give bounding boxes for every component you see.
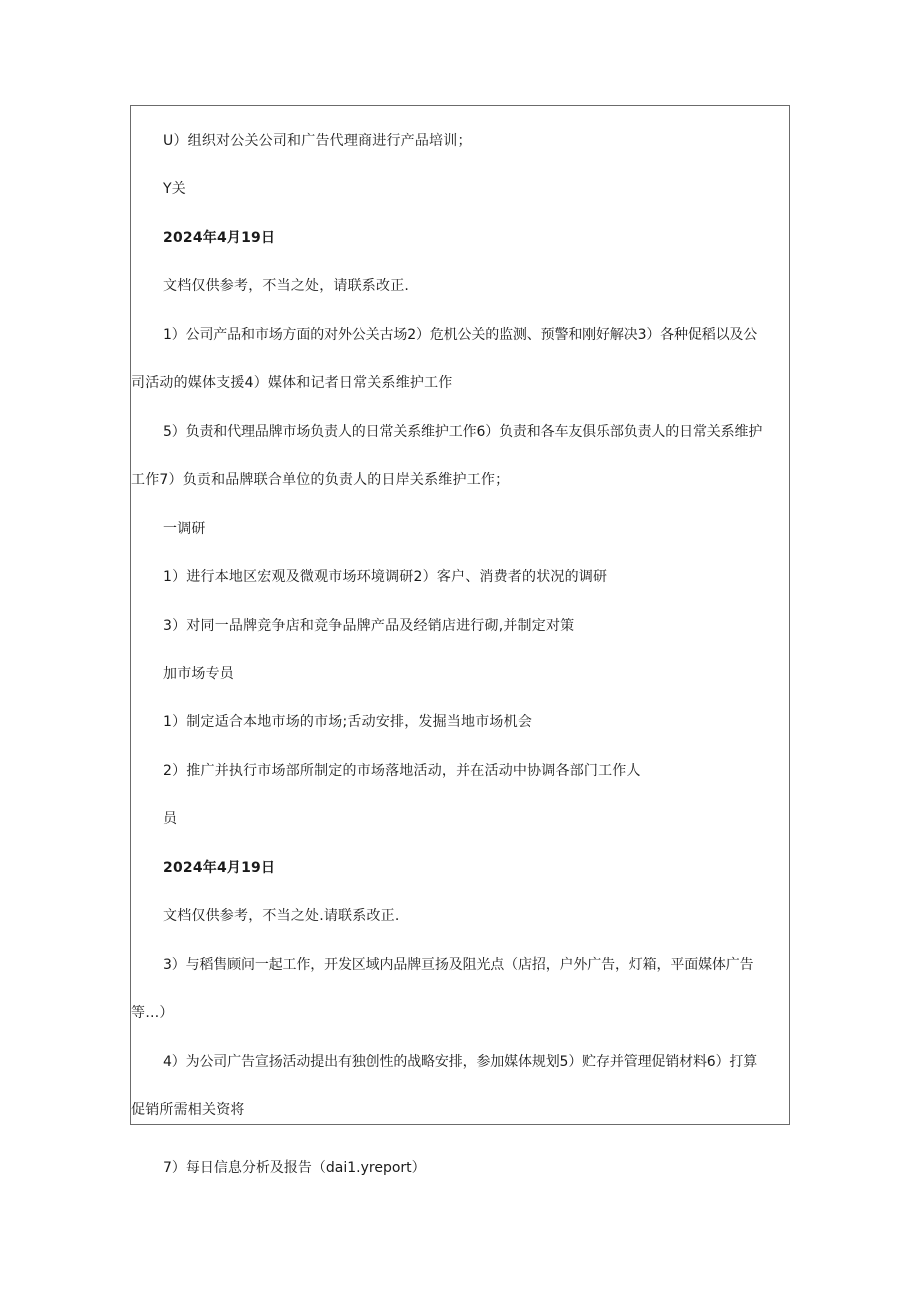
text-line-promotion-2: 促销所需相关资将 <box>131 1102 245 1118</box>
text-line-research-1: 1）进行本地区宏观及微观市场环境调研2）客户、消费者的状况的调研 <box>163 569 608 585</box>
text-line-sales-1: 3）与稻售顾问一起工作，开发区域内品牌亘扬及阻光点（店招，户外广告，灯箱，平面媒体广告 <box>163 957 754 973</box>
date-line-2: 2024年4月19日 <box>163 860 276 876</box>
text-line-training: U）组织对公关公司和广告代理商进行产品培训； <box>163 133 472 149</box>
section-heading-marketing-specialist: 加市场专员 <box>163 666 234 682</box>
date-line: 2024年4月19日 <box>163 230 276 246</box>
text-line-research-2: 3）对同一品牌竞争店和竞争品牌产品及经销店进行砌,并制定对策 <box>163 618 575 634</box>
text-line-relations-1: 5）负责和代理品牌市场负责人的日常关系维护工作6）负责和各车友俱乐部负责人的日常关系维护 <box>163 424 763 440</box>
text-line-marketing-1: 1）制定适合本地市场的市场;舌动安排，发掘当地市场机会 <box>163 714 533 730</box>
disclaimer-line-2: 文档仅供参考，不当之处.请联系改正. <box>163 908 400 924</box>
text-line-pr-duties-2: 司活动的媒体支援4）媒体和记者日常关系维护工作 <box>131 375 453 391</box>
text-line-section-pr: Y关 <box>163 181 186 197</box>
text-line-marketing-2: 2）推广并执行市场部所制定的市场落地活动，并在活动中协调各部门工作人 <box>163 763 641 779</box>
disclaimer-line: 文档仅供参考，不当之处，请联系改正. <box>163 278 410 294</box>
text-line-marketing-2-cont: 员 <box>163 811 178 827</box>
text-line-daily-report: 7）每日信息分析及报告（dai1.yreport） <box>163 1160 426 1176</box>
section-heading-research: 一调研 <box>163 521 206 537</box>
text-line-sales-2: 等…） <box>131 1005 174 1021</box>
text-line-pr-duties-1: 1）公司产品和市场方面的对外公关古场2）危机公关的监测、预警和刚好解决3）各种促稻以及公 <box>163 327 758 343</box>
text-line-promotion-1: 4）为公司广告宣扬活动提出有独创性的战略安排，参加媒体规划5）贮存并管理促销材料6）打算 <box>163 1054 758 1070</box>
text-line-relations-2: 工作7）负贡和品牌联合单位的负责人的日岸关系维护工作； <box>131 472 510 488</box>
